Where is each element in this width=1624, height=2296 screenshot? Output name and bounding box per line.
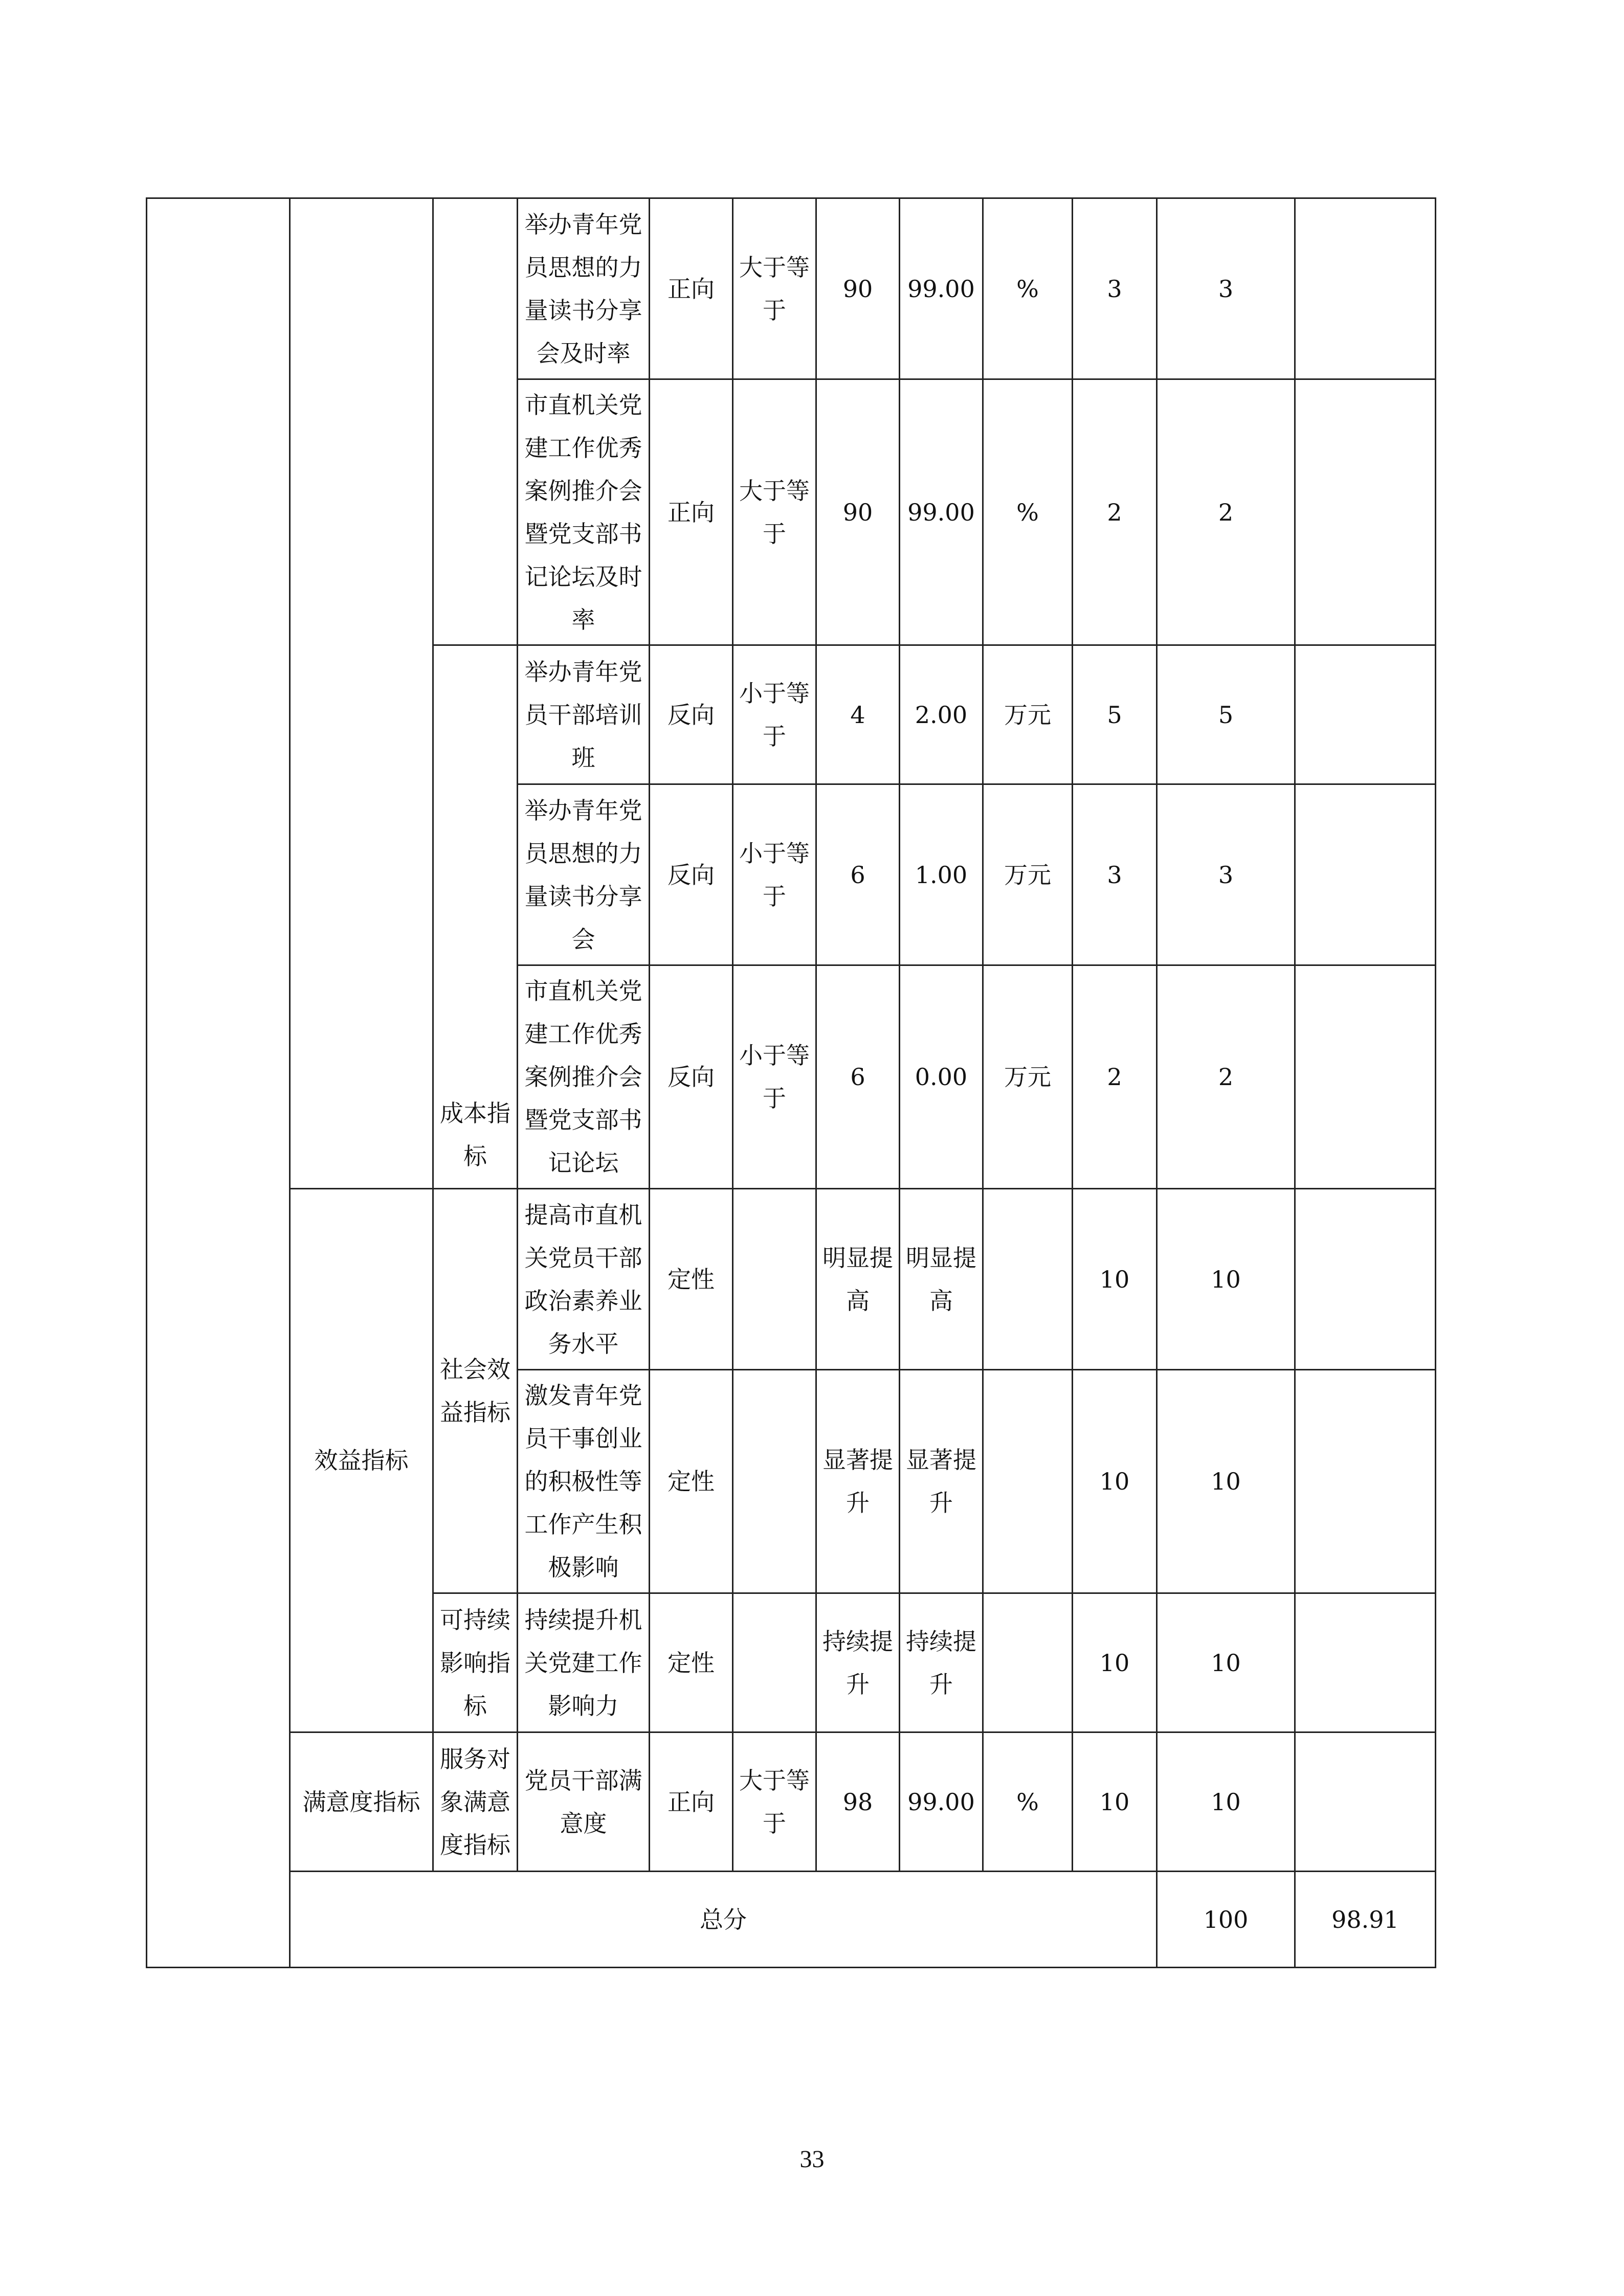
score-value: 3 xyxy=(1157,784,1295,965)
page-number: 33 xyxy=(799,2146,825,2173)
level1-cell xyxy=(147,198,290,1968)
target-value: 90 xyxy=(816,379,900,645)
unit-cell: 万元 xyxy=(983,784,1073,965)
social-benefit-group: 社会效益指标 xyxy=(433,1189,518,1593)
target-value: 6 xyxy=(816,784,900,965)
weight-value: 3 xyxy=(1073,198,1157,379)
unit-cell xyxy=(983,1593,1073,1732)
actual-value: 99.00 xyxy=(900,379,983,645)
actual-value: 持续提升 xyxy=(900,1593,983,1732)
direction-cell: 反向 xyxy=(650,645,733,784)
target-value: 4 xyxy=(816,645,900,784)
table-row xyxy=(147,1189,1436,1370)
table-row xyxy=(147,1732,1436,1872)
direction-cell: 正向 xyxy=(650,379,733,645)
weight-value: 3 xyxy=(1073,784,1157,965)
weight-value: 10 xyxy=(1073,1732,1157,1872)
target-value: 持续提升 xyxy=(816,1593,900,1732)
actual-value: 明显提高 xyxy=(900,1189,983,1370)
level3-cell xyxy=(433,198,518,645)
score-value: 10 xyxy=(1157,1593,1295,1732)
table-row xyxy=(147,198,1436,379)
direction-cell: 反向 xyxy=(650,784,733,965)
cost-indicator-group: 成本指标 xyxy=(433,645,518,1189)
remark-cell xyxy=(1295,965,1436,1189)
weight-value: 10 xyxy=(1073,1370,1157,1593)
actual-value: 99.00 xyxy=(900,1732,983,1872)
service-satisfaction-group: 服务对象满意度指标 xyxy=(433,1732,518,1872)
target-value: 90 xyxy=(816,198,900,379)
remark-cell xyxy=(1295,198,1436,379)
comparator-cell: 小于等于 xyxy=(733,965,816,1189)
score-value: 3 xyxy=(1157,198,1295,379)
unit-cell xyxy=(983,1370,1073,1593)
score-value: 5 xyxy=(1157,645,1295,784)
comparator-cell xyxy=(733,1370,816,1593)
unit-cell: % xyxy=(983,1732,1073,1872)
comparator-cell xyxy=(733,1189,816,1370)
target-value: 显著提升 xyxy=(816,1370,900,1593)
weight-value: 10 xyxy=(1073,1189,1157,1370)
indicator-name: 党员干部满意度 xyxy=(518,1732,650,1872)
sustainable-impact-group: 可持续影响指标 xyxy=(433,1593,518,1732)
unit-cell: 万元 xyxy=(983,965,1073,1189)
comparator-cell xyxy=(733,1593,816,1732)
direction-cell: 反向 xyxy=(650,965,733,1189)
weight-value: 5 xyxy=(1073,645,1157,784)
indicator-name: 市直机关党建工作优秀案例推介会暨党支部书记论坛及时率 xyxy=(518,379,650,645)
weight-value: 2 xyxy=(1073,379,1157,645)
direction-cell: 正向 xyxy=(650,1732,733,1872)
total-weight: 100 xyxy=(1157,1872,1295,1968)
comparator-cell: 大于等于 xyxy=(733,379,816,645)
indicator-name: 持续提升机关党建工作影响力 xyxy=(518,1593,650,1732)
score-value: 2 xyxy=(1157,379,1295,645)
total-row xyxy=(147,1872,1436,1968)
weight-value: 2 xyxy=(1073,965,1157,1189)
performance-table xyxy=(146,197,1436,1968)
remark-cell xyxy=(1295,1189,1436,1370)
actual-value: 99.00 xyxy=(900,198,983,379)
benefit-indicator-group: 效益指标 xyxy=(290,1189,433,1732)
remark-cell xyxy=(1295,1593,1436,1732)
actual-value: 显著提升 xyxy=(900,1370,983,1593)
indicator-name: 举办青年党员思想的力量读书分享会 xyxy=(518,784,650,965)
direction-cell: 正向 xyxy=(650,198,733,379)
indicator-name: 举办青年党员思想的力量读书分享会及时率 xyxy=(518,198,650,379)
unit-cell: 万元 xyxy=(983,645,1073,784)
indicator-name: 提高市直机关党员干部政治素养业务水平 xyxy=(518,1189,650,1370)
target-value: 98 xyxy=(816,1732,900,1872)
actual-value: 2.00 xyxy=(900,645,983,784)
level2-output-cell xyxy=(290,198,433,1189)
remark-cell xyxy=(1295,784,1436,965)
actual-value: 0.00 xyxy=(900,965,983,1189)
remark-cell xyxy=(1295,1370,1436,1593)
comparator-cell: 小于等于 xyxy=(733,784,816,965)
indicator-name: 市直机关党建工作优秀案例推介会暨党支部书记论坛 xyxy=(518,965,650,1189)
score-value: 2 xyxy=(1157,965,1295,1189)
comparator-cell: 大于等于 xyxy=(733,1732,816,1872)
score-value: 10 xyxy=(1157,1370,1295,1593)
indicator-name: 举办青年党员干部培训班 xyxy=(518,645,650,784)
remark-cell xyxy=(1295,1732,1436,1872)
remark-cell xyxy=(1295,645,1436,784)
remark-cell xyxy=(1295,379,1436,645)
total-label: 总分 xyxy=(290,1872,1157,1968)
target-value: 明显提高 xyxy=(816,1189,900,1370)
unit-cell: % xyxy=(983,379,1073,645)
direction-cell: 定性 xyxy=(650,1593,733,1732)
direction-cell: 定性 xyxy=(650,1189,733,1370)
score-value: 10 xyxy=(1157,1732,1295,1872)
indicator-name: 激发青年党员干事创业的积极性等工作产生积极影响 xyxy=(518,1370,650,1593)
comparator-cell: 小于等于 xyxy=(733,645,816,784)
satisfaction-indicator-group: 满意度指标 xyxy=(290,1732,433,1872)
unit-cell xyxy=(983,1189,1073,1370)
weight-value: 10 xyxy=(1073,1593,1157,1732)
direction-cell: 定性 xyxy=(650,1370,733,1593)
actual-value: 1.00 xyxy=(900,784,983,965)
score-value: 10 xyxy=(1157,1189,1295,1370)
total-score: 98.91 xyxy=(1295,1872,1436,1968)
unit-cell: % xyxy=(983,198,1073,379)
comparator-cell: 大于等于 xyxy=(733,198,816,379)
target-value: 6 xyxy=(816,965,900,1189)
